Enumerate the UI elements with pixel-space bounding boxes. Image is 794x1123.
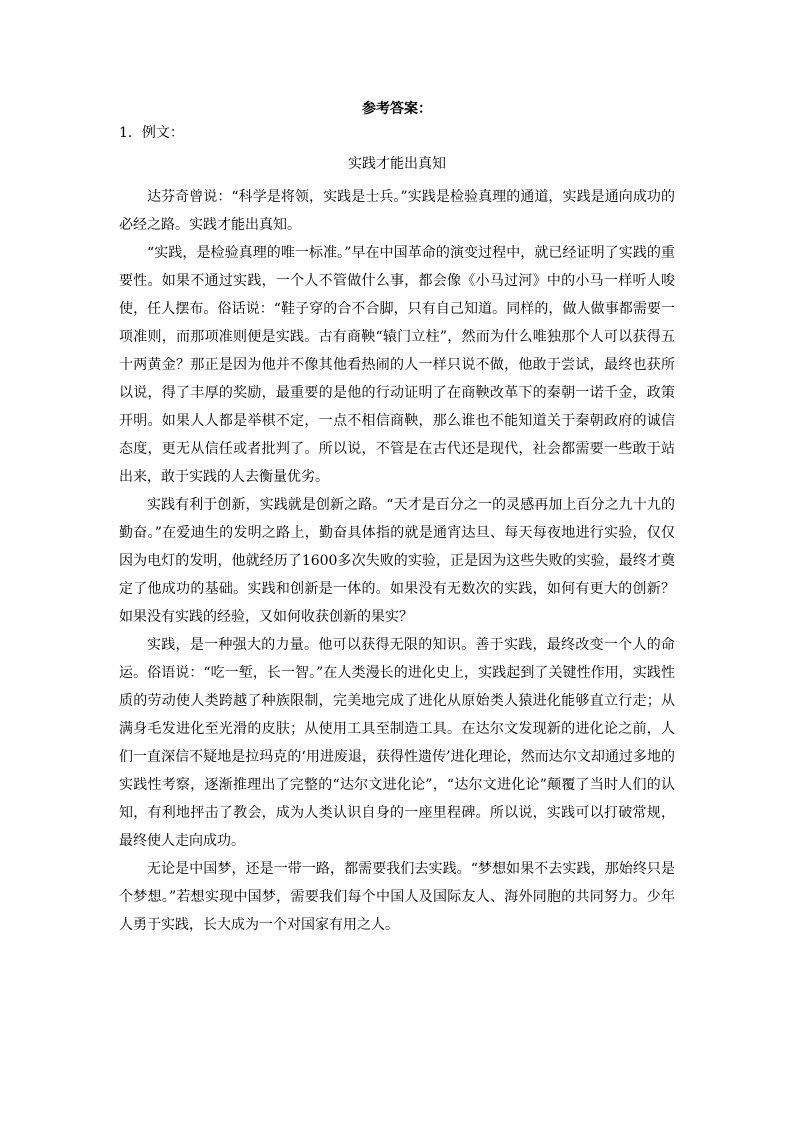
essay-paragraph-4: 实践，是一种强大的力量。他可以获得无限的知识。善于实践，最终改变一个人的命运。俗语说：“吃一堑，长一智。”在人类漫长的进化史上，实践起到了关键性作用，实践性质的劳动使人类跨越了种族限制，完美地完成了进化从原始类人猿进化能够直立行走；从满身毛发进化至光滑的皮肤；从使用工具至制造工具。在达尔文发现新的进化论之前，人们一直深信不疑地是拉玛克的‘用进废退，获得性遗传’进化理论，然而达尔文却通过多地的实践性考察，逐渐推理出了完整的“达尔文进化论”，“达尔文进化论”颠覆了当时人们的认知，有利地抨击了教会，成为人类认识自身的一座里程碑。所以说，实践可以打破常规，最终使人走向成功。 [119,637,675,849]
essay-body [119,183,675,939]
essay-title: 实践才能出真知 [348,156,446,172]
essay-paragraph-3: 实践有利于创新，实践就是创新之路。“天才是百分之一的灵感再加上百分之九十九的勤奋。”在爱迪生的发明之路上，勤奋具体指的就是通宵达旦、每天每夜地进行实验，仅仅因为电灯的发明，他就经历了1600多次失败的实验，正是因为这些失败的实验，最终才奠定了他成功的基础。实践和创新是一体的。如果没有无数次的实践，如何有更大的创新？如果没有实践的经验，又如何收获创新的果实？ [119,497,675,625]
answer-key-heading: 参考答案： [362,101,432,117]
essay-paragraph-1: 达芬奇曾说：“科学是将领，实践是士兵。”实践是检验真理的通道，实践是通向成功的必经之路。实践才能出真知。 [119,189,675,233]
essay-paragraph-5: 无论是中国梦，还是一带一路，都需要我们去实践。“梦想如果不去实践，那始终只是个梦想。”若想实现中国梦，需要我们每个中国人及国际友人、海外同胞的共同努力。少年人勇于实践，长大成为一个对国家有用之人。 [119,861,675,933]
item-number-label: 1．例文： [119,125,184,141]
essay-paragraph-2: “实践，是检验真理的唯一标准。”早在中国革命的演变过程中，就已经证明了实践的重要性。如果不通过实践，一个人不管做什么事，都会像《小马过河》中的小马一样听人唆使，任人摆布。俗话说：“鞋子穿的合不合脚，只有自己知道。同样的，做人做事都需要一项准则，而那项准则便是实践。古有商鞅“辕门立柱”，然而为什么唯独那个人可以获得五十两黄金？那正是因为他并不像其他看热闹的人一样只说不做，他敢于尝试，最终也获所以说，得了丰厚的奖励，最重要的是他的行动证明了在商鞅改革下的秦朝一诺千金，政策开明。如果人人都是举棋不定，一点不相信商鞅，那么谁也不能知道关于秦朝政府的诚信态度，更无从信任或者批判了。所以说，不管是在古代还是现代，社会都需要一些敢于站出来，敢于实践的人去衡量优劣。 [119,245,675,485]
